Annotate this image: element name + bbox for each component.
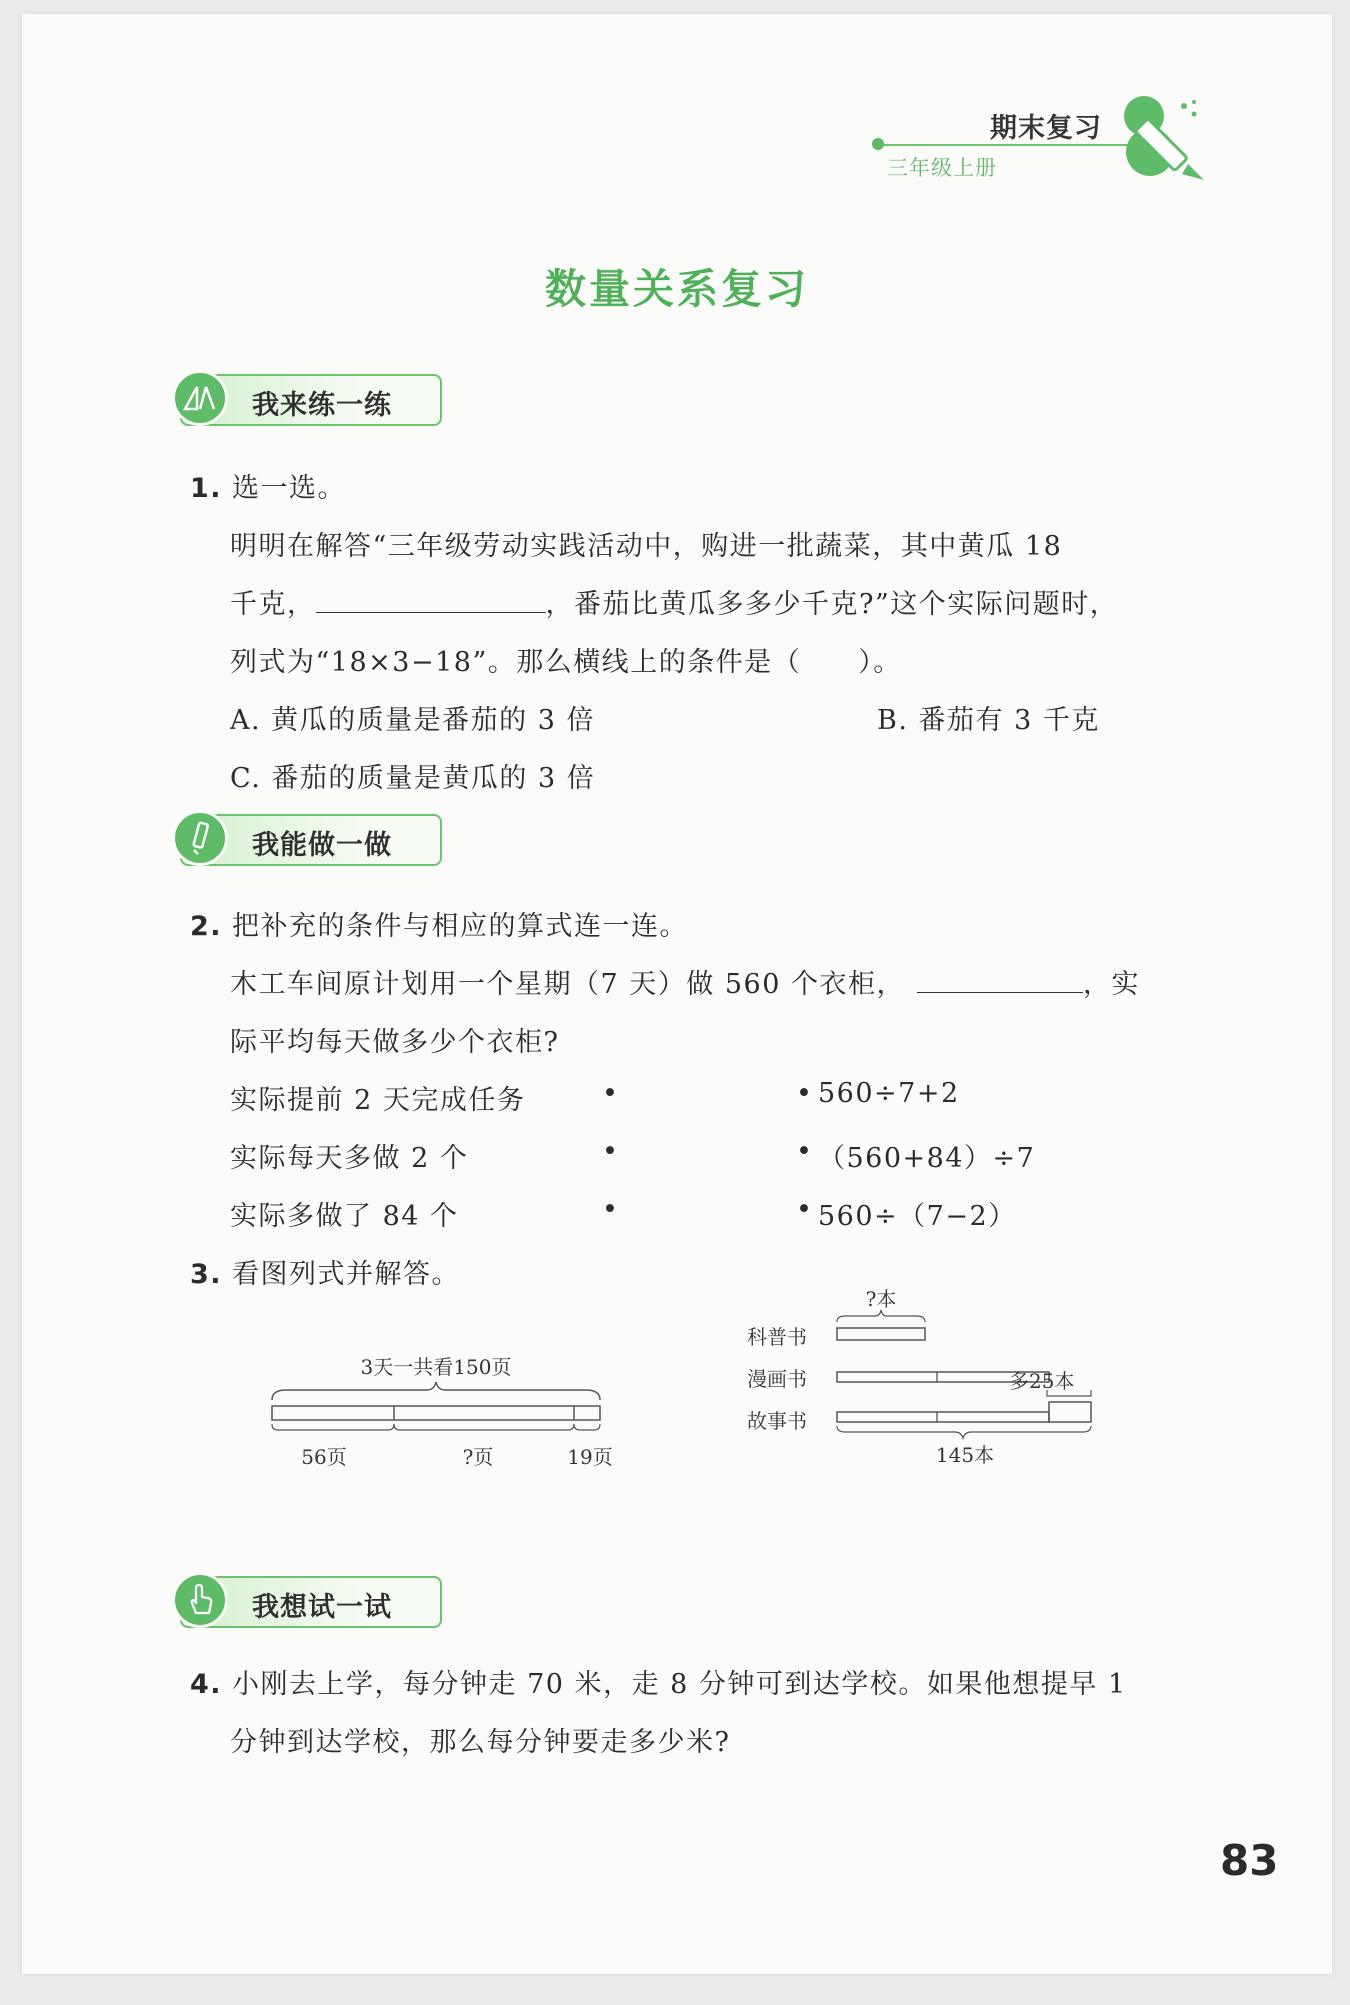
question-2-line1b: ，实 — [1082, 969, 1140, 1000]
match-right-item: 560÷（7−2） — [818, 1201, 1017, 1232]
answer-blank[interactable] — [917, 988, 1083, 993]
match-left-dot[interactable]: • — [602, 1078, 620, 1109]
answer-blank[interactable] — [316, 608, 546, 613]
question-1-line: 明明在解答“三年级劳动实践活动中，购进一批蔬菜，其中黄瓜 18 — [230, 531, 1063, 562]
question-1-prompt — [190, 466, 346, 505]
question-2-prompt — [190, 904, 688, 943]
question-3-prompt — [190, 1252, 460, 1291]
match-left-item: 实际提前 2 天完成任务 — [230, 1085, 526, 1116]
page — [22, 14, 1332, 1974]
stories-bar — [837, 1412, 1049, 1422]
question-3-prompt-text: 看图列式并解答。 — [232, 1259, 461, 1290]
diagram-books — [717, 1282, 1137, 1482]
question-number: 3. — [190, 1259, 223, 1290]
page-title: 数量关系复习 — [545, 265, 809, 313]
total-brace — [272, 1382, 600, 1400]
row-label-stories: 故事书 — [747, 1409, 807, 1433]
match-right-item: （560+84）÷7 — [818, 1143, 1036, 1174]
question-number: 4. — [190, 1669, 223, 1700]
question-1-line2a: 千克， — [230, 589, 316, 620]
diagram-total-label: 3天一共看150页 — [360, 1355, 512, 1379]
row-label-comics: 漫画书 — [747, 1367, 807, 1391]
section-badge-practice — [180, 374, 442, 426]
header-subtitle: 三年级上册 — [887, 156, 997, 180]
section-title: 我想试一试 — [252, 1592, 392, 1623]
section-title: 我能做一做 — [252, 830, 392, 861]
question-1-line — [230, 582, 1118, 621]
science-bar — [837, 1328, 925, 1340]
option-b[interactable]: B. 番茄有 3 千克 — [877, 705, 1100, 736]
diagram-seg2-label: ?页 — [462, 1445, 494, 1469]
diagram-top-label: ?本 — [865, 1287, 897, 1311]
match-right-dot[interactable]: • — [796, 1078, 814, 1109]
section-badge-do — [180, 814, 442, 866]
question-2-prompt-text: 把补充的条件与相应的算式连一连。 — [232, 911, 689, 942]
question-1-line2b: ，番茄比黄瓜多多少千克?”这个实际问题时， — [545, 589, 1119, 620]
match-right-dot[interactable]: • — [796, 1194, 814, 1225]
stories-extra-bar — [1049, 1402, 1091, 1422]
question-2-line — [230, 962, 1140, 1001]
match-left-item: 实际多做了 84 个 — [230, 1201, 459, 1232]
ruler-compass-icon — [172, 370, 228, 426]
page-number: 83 — [1220, 1836, 1279, 1885]
option-c[interactable]: C. 番茄的质量是黄瓜的 3 倍 — [230, 763, 596, 794]
diagram-seg1-label: 56页 — [301, 1445, 347, 1469]
section-title: 我来练一练 — [252, 390, 392, 421]
diagram-more-label: 多25本 — [1009, 1369, 1075, 1393]
option-a[interactable]: A. 黄瓜的质量是番茄的 3 倍 — [230, 705, 596, 736]
section-badge-try — [180, 1576, 442, 1628]
question-2-line: 际平均每天做多少个衣柜? — [230, 1027, 560, 1058]
question-1-prompt-text: 选一选。 — [232, 473, 347, 504]
pencil-icon — [172, 810, 228, 866]
match-left-dot[interactable]: • — [602, 1136, 620, 1167]
question-4-line: 分钟到达学校，那么每分钟要走多少米? — [230, 1727, 731, 1758]
diagram-bottom-label: 145本 — [935, 1443, 995, 1467]
match-left-item: 实际每天多做 2 个 — [230, 1143, 469, 1174]
question-number: 1. — [190, 473, 223, 504]
diagram-seg3-label: 19页 — [567, 1445, 613, 1469]
header-rule-dot — [872, 138, 884, 150]
row-label-science: 科普书 — [747, 1325, 807, 1349]
match-right-dot[interactable]: • — [796, 1136, 814, 1167]
question-4-line1: 小刚去上学，每分钟走 70 米，走 8 分钟可到达学校。如果他想提早 1 — [232, 1669, 1127, 1700]
match-right-item: 560÷7+2 — [818, 1078, 960, 1109]
question-1-line: 列式为“18×3−18”。那么横线上的条件是（ ）。 — [230, 647, 902, 678]
diagram-pages — [262, 1354, 622, 1474]
question-4-line — [190, 1662, 1127, 1701]
question-number: 2. — [190, 911, 223, 942]
header-title: 期末复习 — [990, 113, 1102, 144]
pencil-logo-icon — [1122, 94, 1212, 184]
hand-pointer-icon — [172, 1572, 228, 1628]
match-left-dot[interactable]: • — [602, 1194, 620, 1225]
pages-bar — [272, 1406, 600, 1420]
question-2-line1a: 木工车间原计划用一个星期（7 天）做 560 个衣柜， — [230, 969, 905, 1000]
